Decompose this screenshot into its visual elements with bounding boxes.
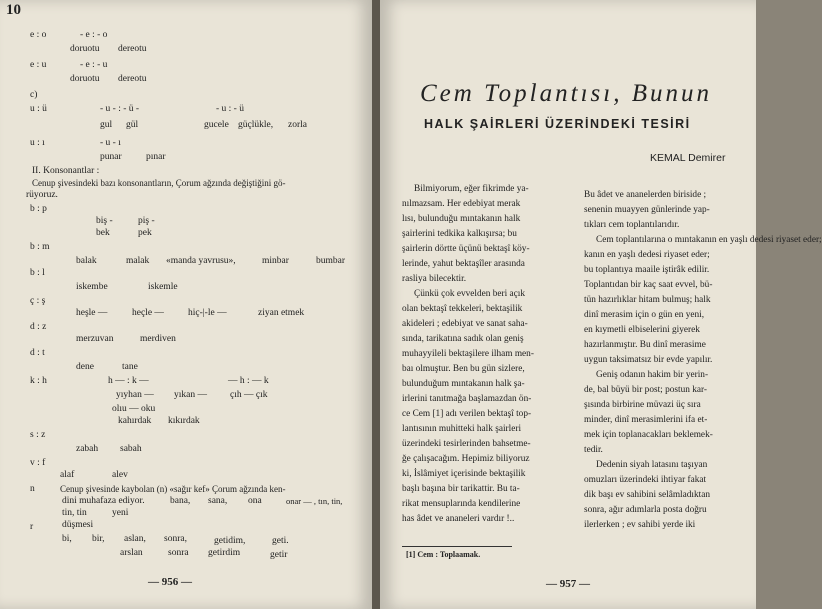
text-line: balak <box>76 256 97 266</box>
text-line: şairlerin dörtte üçünü bektaşî köy- <box>402 244 530 254</box>
text-line: irlerini tanıtmağa başlamazdan ön- <box>402 394 532 404</box>
text-line: kıkırdak <box>168 416 200 426</box>
text-line: merzuvan <box>76 334 114 344</box>
text-line: doruotu <box>70 74 100 84</box>
text-line: lısı, bulunduğu mıntakanın halk <box>402 214 521 224</box>
text-column-left <box>402 182 570 527</box>
text-line: lerinde, yahut bektaşîler arasında <box>402 259 525 269</box>
text-line: mek için toplanacakları beklemek- <box>584 430 713 440</box>
text-line: - u - : - ü - <box>100 104 140 114</box>
text-line: n <box>30 484 35 494</box>
text-line: zabah <box>76 444 99 454</box>
text-line: rüyoruz. <box>26 190 58 200</box>
article-subtitle: HALK ŞAİRLERİ ÜZERİNDEKİ TESİRİ <box>424 117 691 131</box>
text-line: b : p <box>30 204 47 214</box>
text-line: akideleri ; edebiyat ve sanat saha- <box>402 319 528 329</box>
text-line: u : ı <box>30 138 45 148</box>
text-line: pınar <box>146 152 166 162</box>
text-line: doruotu <box>70 44 100 54</box>
text-line: getir <box>270 550 288 560</box>
text-line: alev <box>112 470 128 480</box>
footnote-rule <box>402 546 512 547</box>
text-line: yeni <box>112 508 129 518</box>
footnote: [1] Cem : Toplaamak. <box>406 550 481 559</box>
text-line: b : l <box>30 268 45 278</box>
text-line: aslan, <box>124 534 146 544</box>
text-line: ziyan etmek <box>258 308 305 318</box>
text-line: dinî merasim için o gün en yeni, <box>584 310 705 320</box>
text-line: zorla <box>288 120 307 130</box>
text-line: - u - ı <box>100 138 121 148</box>
text-line: arslan <box>120 548 143 558</box>
text-line: piş - <box>138 216 155 226</box>
left-page <box>0 0 372 609</box>
text-line: de, bal büyü bir post; postun kar- <box>584 385 707 395</box>
text-line: bek <box>96 228 110 238</box>
text-line: - e : - o <box>80 30 108 40</box>
text-line: ğe çalışacağım. Hepimiz biliyoruz <box>402 454 530 464</box>
text-line: bumbar <box>316 256 346 266</box>
section-heading: II. Konsonantlar : <box>32 166 100 176</box>
text-line: Bu âdet ve ananelerden biriside ; <box>584 190 707 200</box>
text-line: baı olmuştur. Ben bu gün sizlere, <box>402 364 525 374</box>
text-line: hazırlanmıştır. Bu dinî merasime <box>584 340 706 350</box>
text-line: punar <box>100 152 122 162</box>
page-number: — 957 — <box>546 578 590 590</box>
text-line: b : m <box>30 242 50 252</box>
text-line: - u : - ü <box>216 104 244 114</box>
page-corner-number: 10 <box>6 2 21 18</box>
text-line: Toplantıdan bir kaç saat evvel, bü- <box>584 280 713 290</box>
text-line: iskembe <box>76 282 108 292</box>
text-line: sana, <box>208 496 228 506</box>
text-line: senenin muayyen günlerinde yap- <box>584 205 710 215</box>
text-line: bana, <box>170 496 191 506</box>
text-line: düşmesi <box>62 520 94 530</box>
text-line: güçlükle, <box>238 120 274 130</box>
text-line: heşle — <box>76 308 108 318</box>
text-line: pek <box>138 228 152 238</box>
text-line: merdiven <box>140 334 176 344</box>
text-line: Dedenin siyah latasını taşıyan <box>596 460 708 470</box>
text-line: Cenup şivesindeki bazı konsonantların, Çorum ağzında değiştiğini gö- <box>32 178 286 188</box>
text-line: ce Cem [1] adı verilen bektaşî top- <box>402 409 532 419</box>
text-line: nılmazsam. Her edebiyat merak <box>402 199 521 209</box>
text-line: v : f <box>30 458 46 468</box>
text-line: gucele <box>204 120 229 130</box>
text-line: tane <box>122 362 138 372</box>
text-line: ç : ş <box>30 296 46 306</box>
text-line: Cem toplantılarına o mıntakanın en yaşlı dedesi riyaset eder; <box>596 235 822 245</box>
text-line: şısında birbirine müvazi üç sıra <box>584 400 701 410</box>
text-line: omuzları üzerindeki ihtiyar fakat <box>584 475 707 485</box>
text-line: e : o <box>30 30 47 40</box>
text-line: yıyhan — <box>116 390 154 400</box>
text-line: Cenup şivesinde kaybolan (n) «sağır kef» Çorum ağzında ken- <box>60 484 286 494</box>
text-line: e : u <box>30 60 47 70</box>
text-line: gul <box>100 120 113 130</box>
article-title: Cem Toplantısı, Bunun <box>420 80 712 107</box>
text-line: getidim, <box>214 536 246 546</box>
text-line: tedir. <box>584 445 603 455</box>
text-line: bulunduğum mıntakanın halk şa- <box>402 379 525 389</box>
text-line: yıkan — <box>174 390 207 400</box>
text-line: tün hazırlıklar hitam bulmuş; halk <box>584 295 711 305</box>
text-line: ona <box>248 496 262 506</box>
text-line: lantısının muhitteki halk şairleri <box>402 424 522 434</box>
text-line: sında, tarikatına sadık olan geniş <box>402 334 524 344</box>
text-line: üzerindeki tesirlerinden bahsetme- <box>402 439 531 449</box>
text-line: onar — , tın, tin, <box>286 496 343 506</box>
text-line: Çünkü çok evvelden beri açık <box>414 289 526 299</box>
text-line: dereotu <box>118 74 147 84</box>
text-line: kanın en yaşlı dedesi riyaset eder; <box>584 250 710 260</box>
text-line: sonra <box>168 548 189 558</box>
text-line: minbar <box>262 256 289 266</box>
text-line: u : ü <box>30 104 47 114</box>
text-column-right <box>584 188 822 533</box>
text-line: d : z <box>30 322 47 332</box>
text-line: çıh — çık <box>230 390 268 400</box>
text-line: iskemle <box>148 282 178 292</box>
text-line: dereotu <box>118 44 147 54</box>
text-line: alaf <box>60 470 75 480</box>
text-line: olıu — oku <box>112 404 156 414</box>
text-line: geti. <box>272 536 289 546</box>
text-line: biş - <box>96 216 113 226</box>
text-line: sonra, <box>164 534 187 544</box>
text-line: d : t <box>30 348 45 358</box>
text-line: en kıymetli elbiselerini giyerek <box>584 325 700 335</box>
text-line: sonra, ağır adımlarla posta doğru <box>584 505 707 515</box>
text-line: heçle — <box>132 308 164 318</box>
text-line: malak <box>126 256 150 266</box>
text-line: has âdet ve ananeleri vardır !.. <box>402 514 515 524</box>
text-line: dik başı ev sahibini selâmladıktan <box>584 490 710 500</box>
text-line: «manda yavrusu», <box>166 256 236 266</box>
text-line: h — : k — <box>108 376 149 386</box>
text-line: gül <box>126 120 139 130</box>
text-line: sabah <box>120 444 142 454</box>
book-gutter <box>372 0 380 609</box>
text-line: ki, İslâmiyet içerisinde bektaşilik <box>402 469 526 479</box>
text-line: bu toplantıya maaile iştirâk edilir. <box>584 265 710 275</box>
text-line: s : z <box>30 430 46 440</box>
text-line: Geniş odanın hakim bir yerin- <box>596 370 709 380</box>
text-line: tin, tin <box>62 508 87 518</box>
text-line: hiç-|-le — <box>188 308 227 318</box>
right-page <box>380 0 822 609</box>
text-line: başlı başına bir tarikattir. Bu ta- <box>402 484 520 494</box>
author-name: KEMAL Demirer <box>650 152 726 164</box>
text-line: bir, <box>92 534 105 544</box>
text-line: getirdim <box>208 548 241 558</box>
text-line: k : h <box>30 376 47 386</box>
text-line: rikat mensuplarında kendilerine <box>402 499 521 509</box>
text-line: muhayyileli bektaşilere ilham men- <box>402 349 534 359</box>
text-line: bi, <box>62 534 72 544</box>
text-line: Bilmiyorum, eğer fikrimde ya- <box>414 184 529 194</box>
text-line: — h : — k <box>228 376 269 386</box>
text-line: dini muhafaza ediyor. <box>62 496 145 506</box>
text-line: şairlerini tedkika kalkışırsa; bu <box>402 229 517 239</box>
text-line: dene <box>76 362 94 372</box>
text-line: olan bektaşî tekkeleri, bektaşilik <box>402 304 523 314</box>
text-line: kahırdak <box>118 416 152 426</box>
text-line: r <box>30 522 34 532</box>
text-line: tıkları cem toplantılarıdır. <box>584 220 680 230</box>
text-line: uygun taksimatsız bir evde yapılır. <box>584 355 713 365</box>
text-line: ilerlerken ; ev sahibi yerde iki <box>584 520 696 530</box>
page-number: — 956 — <box>148 576 192 588</box>
text-line: minder, dinî merasimlerini ifa et- <box>584 415 708 425</box>
text-line: c) <box>30 90 38 100</box>
text-line: - e : - u <box>80 60 108 70</box>
text-line: rasliya bilecektir. <box>402 274 467 284</box>
